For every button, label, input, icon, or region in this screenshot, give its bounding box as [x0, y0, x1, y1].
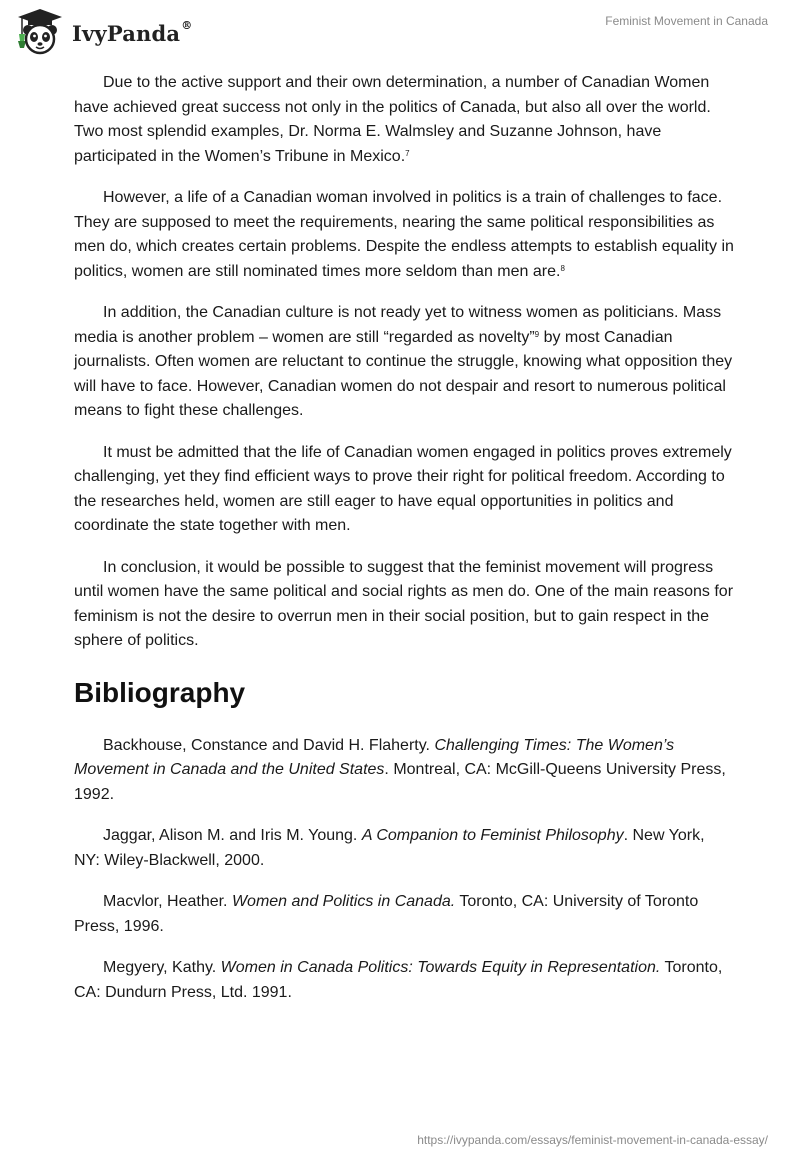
bibliography-entry: Macvlor, Heather. Women and Politics in Canada. Toronto, CA: University of Toronto Press, 1996. [74, 893, 699, 935]
source-url-link[interactable]: https://ivypanda.com/essays/feminist-movement-in-canada-essay/ [417, 1133, 768, 1147]
bibliography-entry: Backhouse, Constance and David H. Flaherty. Challenging Times: The Women’s Movement in Canada and the United States. Montreal, CA: McGill-Queens University Press, 1992. [74, 736, 726, 803]
footnote-marker[interactable]: 7 [405, 148, 410, 158]
panda-graduate-icon [14, 8, 66, 56]
footnote-marker[interactable]: 8 [560, 263, 565, 273]
body-paragraph: However, a life of a Canadian woman involved in politics is a train of challenges to face. They are supposed to meet the requirements, nearing the same political responsibilities as men do, which creates certain problems. Despite the endless attempts to establish equality in politics, women are still nominated times more seldom than men are.$^8$ [74, 189, 734, 280]
ivypanda-logo[interactable] [14, 8, 192, 56]
essay-content [74, 71, 734, 1022]
work-title: A Companion to Feminist Philosophy [361, 827, 624, 844]
work-title: Challenging Times: The Women’s Movement in Canada and the United States [74, 736, 675, 778]
work-title: Women in Canada Politics: Towards Equity in Representation. [220, 959, 661, 976]
bibliography-heading: Bibliography [74, 676, 246, 708]
body-paragraph: It must be admitted that the life of Canadian women engaged in politics proves extremely challenging, yet they find efficient ways to prove their right for political freedom. According to the researches held, women are still eager to have equal opportunities in politics and coordinate the state together with men. [74, 443, 732, 534]
footnote-marker[interactable]: 9 [534, 329, 540, 339]
body-paragraph: In addition, the Canadian culture is not ready yet to witness women as politicians. Mass media is another problem – women are still “regarded as novelty”$^9$ by most Canadian journalists. Often women are reluctant to continue the struggle, knowing what opposition they will have to face. However, Canadian women do not despair and resort to numerous political means to fight these challenges. [74, 304, 733, 419]
bibliography-entry: Jaggar, Alison M. and Iris M. Young. A Companion to Feminist Philosophy. New York, NY: Wiley-Blackwell, 2000. [74, 827, 705, 869]
bibliography-entry: Megyery, Kathy. Women in Canada Politics: Towards Equity in Representation. Toronto, CA: Dundurn Press, Ltd. 1991. [74, 959, 723, 1001]
work-title: Women and Politics in Canada. [231, 893, 456, 910]
registered-mark: ® [181, 18, 193, 32]
running-title: Feminist Movement in Canada [605, 14, 768, 28]
brand-name: IvyPanda® [72, 18, 193, 46]
page-header [0, 0, 800, 60]
body-paragraph: Due to the active support and their own determination, a number of Canadian Women have achieved great success not only in the politics of Canada, but also all over the world. Two most splendid examples, Dr. Norma E. Walmsley and Suzanne Johnson, have participated in the Women’s Tribune in Mexico.$^7$ [74, 74, 711, 165]
body-paragraph: In conclusion, it would be possible to suggest that the feminist movement will progress until women have the same political and social rights as men do. One of the main reasons for feminism is not the desire to overrun men in their social position, but to gain respect in the sphere of politics. [74, 558, 734, 649]
